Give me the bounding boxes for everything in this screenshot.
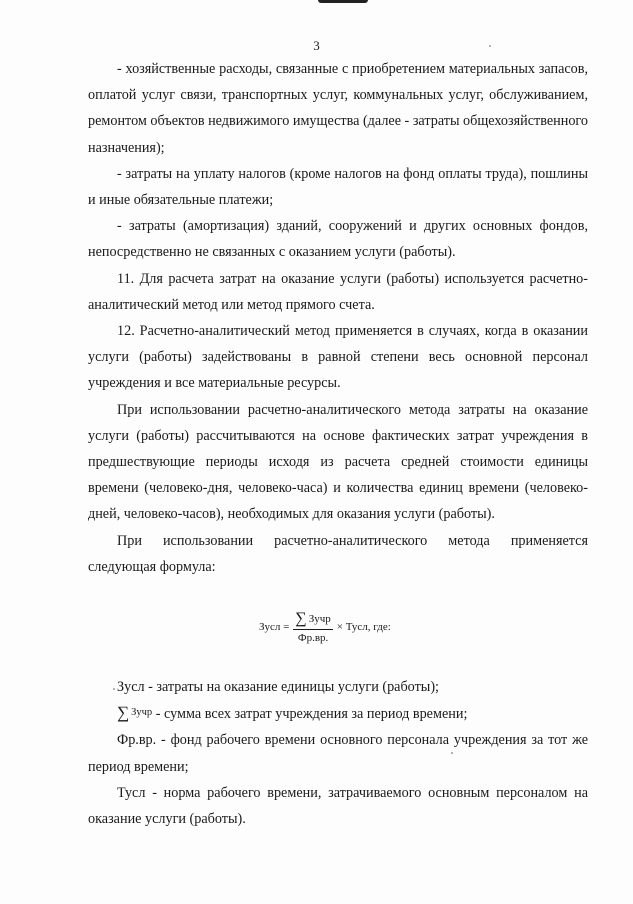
cost-formula	[259, 610, 391, 644]
definition-zusl: Зусл - затраты на оказание единицы услуги (работы);	[117, 679, 439, 695]
paragraph-taxes: - затраты на уплату налогов (кроме налогов на фонд оплаты труда), пошлины и иные обязательные платежи;	[88, 165, 588, 209]
sigma-symbol: ∑	[295, 610, 307, 627]
scan-speck	[113, 688, 115, 690]
formula-fraction	[293, 610, 332, 644]
paragraph-item-12: 12. Расчетно-аналитический метод применяется в случаях, когда в оказании услуги (работы) задействованы в равной степени весь основной персонал учреждения и все материальные ресурсы.	[88, 323, 588, 392]
formula-rhs: × Тусл, где:	[336, 621, 391, 633]
sigma-symbol: ∑	[117, 703, 130, 723]
paragraph-depreciation: - затраты (амортизация) зданий, сооружений и других основных фондов, непосредственно не связанных с оказанием услуги (работы).	[88, 218, 588, 261]
formula-denominator: Фр.вр.	[297, 632, 329, 644]
paragraph-calculation-method: При использовании расчетно-аналитического метода затраты на оказание услуги (работы) рассчитываются на основе фактических затрат учреждения в предшествующие периоды исходя из расчета средней стоимости единицы времени (человеко-дня, человеко-часа) и количества единиц времени (человеко-дней, человеко-часов), необходимых для оказания услуги (работы).	[88, 401, 588, 523]
paragraph-formula-intro: При использовании расчетно-аналитического метода применяется следующая формула:	[88, 532, 588, 575]
paragraph-household-expenses: - хозяйственные расходы, связанные с приобретением материальных запасов, оплатой услуг связи, транспортных услуг, коммунальных услуг, обслуживанием, ремонтом объектов недвижимого имущества (далее - затраты общехозяйственного назначения);	[88, 61, 588, 156]
scan-speck	[489, 45, 491, 47]
definition-zuchr-text: - сумма всех затрат учреждения за период времени;	[152, 706, 468, 723]
definition-zuchr-symbol: Зучр	[131, 707, 153, 719]
paragraph-item-11: 11. Для расчета затрат на оказание услуги (работы) используется расчетно-аналитический метод или метод прямого счета.	[88, 270, 588, 313]
body-text-top	[88, 56, 588, 580]
definition-tusl: Тусл - норма рабочего времени, затрачиваемого основным персоналом на оказание услуги (работы).	[88, 784, 588, 828]
definition-zuchr	[88, 700, 588, 727]
page-number: 3	[313, 38, 320, 53]
scan-mark	[318, 0, 368, 3]
body-text-definitions	[88, 674, 588, 832]
formula-numerator-text: Зучр	[308, 613, 331, 625]
scan-speck	[451, 752, 453, 754]
formula-lhs: Зусл =	[259, 621, 290, 633]
definition-frvr: Фр.вр. - фонд рабочего времени основного персонала учреждения за тот же период времени;	[88, 732, 588, 775]
formula-numerator	[293, 610, 332, 630]
